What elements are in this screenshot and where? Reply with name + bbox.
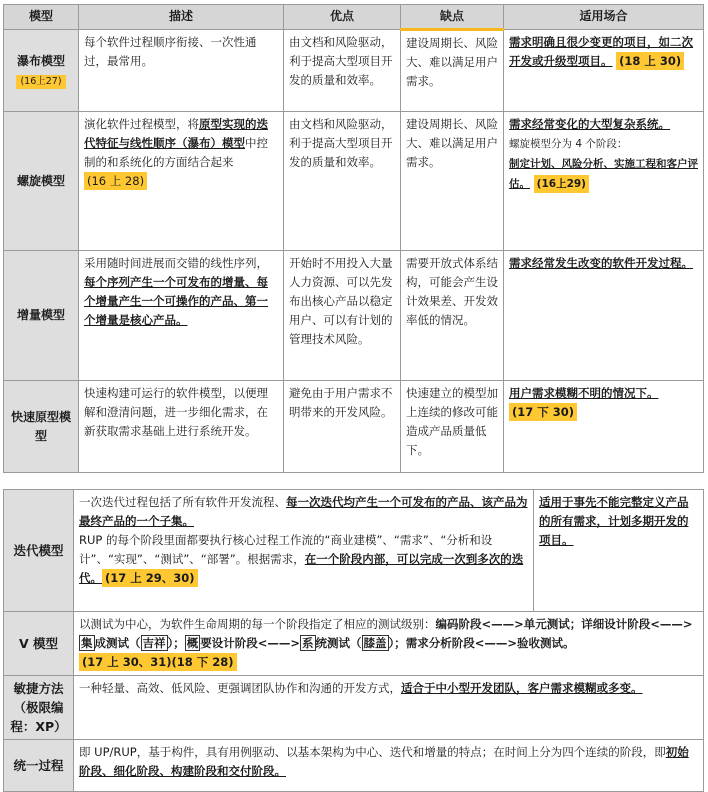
waterfall-usage-tag: (18 上 30) — [616, 52, 684, 70]
header-description: 描述 — [79, 5, 284, 30]
spiral-desc — [79, 112, 284, 251]
model-comparison-table — [3, 4, 704, 473]
waterfall-desc: 每个软件过程顺序衔接、一次性通过，最常用。 — [79, 30, 284, 112]
spiral-name: 螺旋模型 — [4, 112, 79, 251]
vmodel-text-a: 以测试为中心，为软件生命周期的每一个阶段指定了相应的测试级别： — [79, 617, 436, 631]
spiral-usage-tag: (16上29) — [534, 175, 589, 193]
prototype-usage-tag: (17 下 30) — [509, 403, 577, 421]
prototype-usage-text: 用户需求模糊不明的情况下。 — [509, 386, 659, 400]
vmodel-p3e: 膝盖 — [363, 636, 387, 650]
waterfall-tag: (16上27) — [16, 75, 65, 89]
vmodel-text — [74, 612, 704, 676]
vmodel-p3d: 统测试（ — [315, 636, 362, 650]
spiral-usage-a: 需求经常变化的大型复杂系统。 — [509, 117, 670, 131]
row-incremental — [4, 251, 704, 381]
waterfall-cons: 建设周期长、风险大、难以满足用户需求。 — [401, 30, 504, 112]
spiral-usage — [504, 112, 704, 251]
row-spiral — [4, 112, 704, 251]
vmodel-p3f: ）；需求分析阶段<——>验收测试。 — [388, 636, 575, 650]
spiral-desc-b: 原型实现的迭代特征与线性顺序（瀑布）模型 — [84, 117, 268, 150]
prototype-pros: 避免由于用户需求不明带来的开发风险。 — [284, 381, 401, 473]
incremental-desc-a: 采用随时间进展而交错的线性序列， — [84, 256, 268, 270]
incremental-desc — [79, 251, 284, 381]
unified-name: 统一过程 — [4, 740, 74, 792]
iterative-desc-d: 在一个阶段内部，可以完成一次到多次的迭代。 — [79, 552, 524, 585]
iterative-usage-text: 适用于事先不能完整定义产品的所有需求，计划多期开发的项目。 — [539, 495, 689, 547]
spiral-desc-tag: (16 上 28) — [84, 172, 147, 190]
waterfall-pros: 由文档和风险驱动，利于提高大型项目开发的质量和效率。 — [284, 30, 401, 112]
header-pros: 优点 — [284, 5, 401, 30]
waterfall-name-text: 瀑布模型 — [16, 53, 65, 68]
agile-name: 敏捷方法（极限编程：XP） — [4, 676, 74, 740]
row-prototype — [4, 381, 704, 473]
unified-text-a: 即 UP/RUP，基于构件，具有用例驱动、以基本架构为中心、迭代和增量的特点；在时间上分为四个连续的阶段，即 — [79, 745, 666, 759]
unified-text-b: 初始阶段、细化阶段、构建阶段和交付阶段。 — [79, 745, 689, 778]
vmodel-p2a: 详细设计阶段<——> — [581, 617, 693, 631]
waterfall-usage — [504, 30, 704, 112]
incremental-pros: 开始时不用投入大量人力资源、可以先发布出核心产品以稳定用户、可以有计划的管理技术风险。 — [284, 251, 401, 381]
header-row — [4, 5, 704, 30]
spiral-cons: 建设周期长、风险大、难以满足用户需求。 — [401, 112, 504, 251]
spiral-usage-c: 制定计划、风险分析、实施工程和客户评估。 — [509, 158, 698, 190]
incremental-usage-text: 需求经常发生改变的软件开发过程。 — [509, 256, 693, 270]
incremental-cons: 需要开放式体系结构，可能会产生设计效果差、开发效率低的情况。 — [401, 251, 504, 381]
spiral-desc-a: 演化软件过程模型，将 — [84, 117, 199, 131]
prototype-desc: 快速构建可运行的软件模型，以便理解和澄清问题，进一步细化需求，在新获取需求基础上进行系统开发。 — [79, 381, 284, 473]
iterative-name: 迭代模型 — [4, 490, 74, 612]
vmodel-tag: (17 上 30、31)(18 下 28) — [79, 653, 237, 671]
incremental-desc-b: 每个序列产生一个可发布的增量、每个增量产生一个可操作的产品、第一个增量是核心产品。 — [84, 275, 268, 327]
vmodel-name: V 模型 — [4, 612, 74, 676]
vmodel-p3c: 系 — [302, 636, 314, 650]
waterfall-name — [4, 30, 79, 112]
prototype-cons: 快速建立的模型加上连续的修改可能造成产品质量低下。 — [401, 381, 504, 473]
iterative-desc-b: 每一次迭代均产生一个可发布的产品、该产品为最终产品的一个子集。 — [79, 495, 528, 528]
spiral-pros: 由文档和风险驱动，利于提高大型项目开发的质量和效率。 — [284, 112, 401, 251]
row-vmodel — [4, 612, 704, 676]
waterfall-usage-text: 需求明确且很少变更的项目，如二次开发或升级型项目。 — [509, 35, 693, 68]
vmodel-p2e: ）； — [167, 636, 185, 650]
header-usage: 适用场合 — [504, 5, 704, 30]
unified-text — [74, 740, 704, 792]
header-model: 模型 — [4, 5, 79, 30]
iterative-desc-a: 一次迭代过程包括了所有软件开发流程、 — [79, 495, 286, 509]
agile-text-b: 适合于中小型开发团队，客户需求模糊或多变。 — [401, 681, 643, 695]
row-unified — [4, 740, 704, 792]
vmodel-p2b: 集 — [81, 636, 93, 650]
vmodel-p2d: 吉祥 — [142, 636, 166, 650]
row-waterfall — [4, 30, 704, 112]
incremental-name: 增量模型 — [4, 251, 79, 381]
header-cons: 缺点 — [401, 5, 504, 30]
incremental-usage — [504, 251, 704, 381]
spiral-desc-c: 中控制的和系统化的方面结合起来 — [84, 136, 268, 169]
spiral-usage-b: 螺旋模型分为 4 个阶段： — [509, 138, 628, 150]
row-iterative — [4, 490, 704, 612]
agile-text — [74, 676, 704, 740]
prototype-name: 快速原型模型 — [4, 381, 79, 473]
row-agile — [4, 676, 704, 740]
agile-text-a: 一种轻量、高效、低风险、更强调团队协作和沟通的开发方式， — [79, 681, 401, 695]
vmodel-p2c: 成测试（ — [94, 636, 141, 650]
vmodel-p3b: 要设计阶段<——> — [200, 636, 301, 650]
prototype-usage — [504, 381, 704, 473]
iterative-desc-c: RUP 的每个阶段里面都要执行核心过程工作流的“商业建模”、“需求”、“分析和设计”、“实现”、“测试”、“部署”。根据需求， — [79, 533, 493, 566]
vmodel-p3a: 概 — [186, 636, 199, 650]
iterative-desc-tag: (17 上 29、30) — [102, 569, 198, 587]
vmodel-p1: 编码阶段<——>单元测试； — [435, 617, 582, 631]
process-model-table — [3, 489, 704, 792]
iterative-usage — [534, 490, 704, 612]
iterative-desc — [74, 490, 534, 612]
